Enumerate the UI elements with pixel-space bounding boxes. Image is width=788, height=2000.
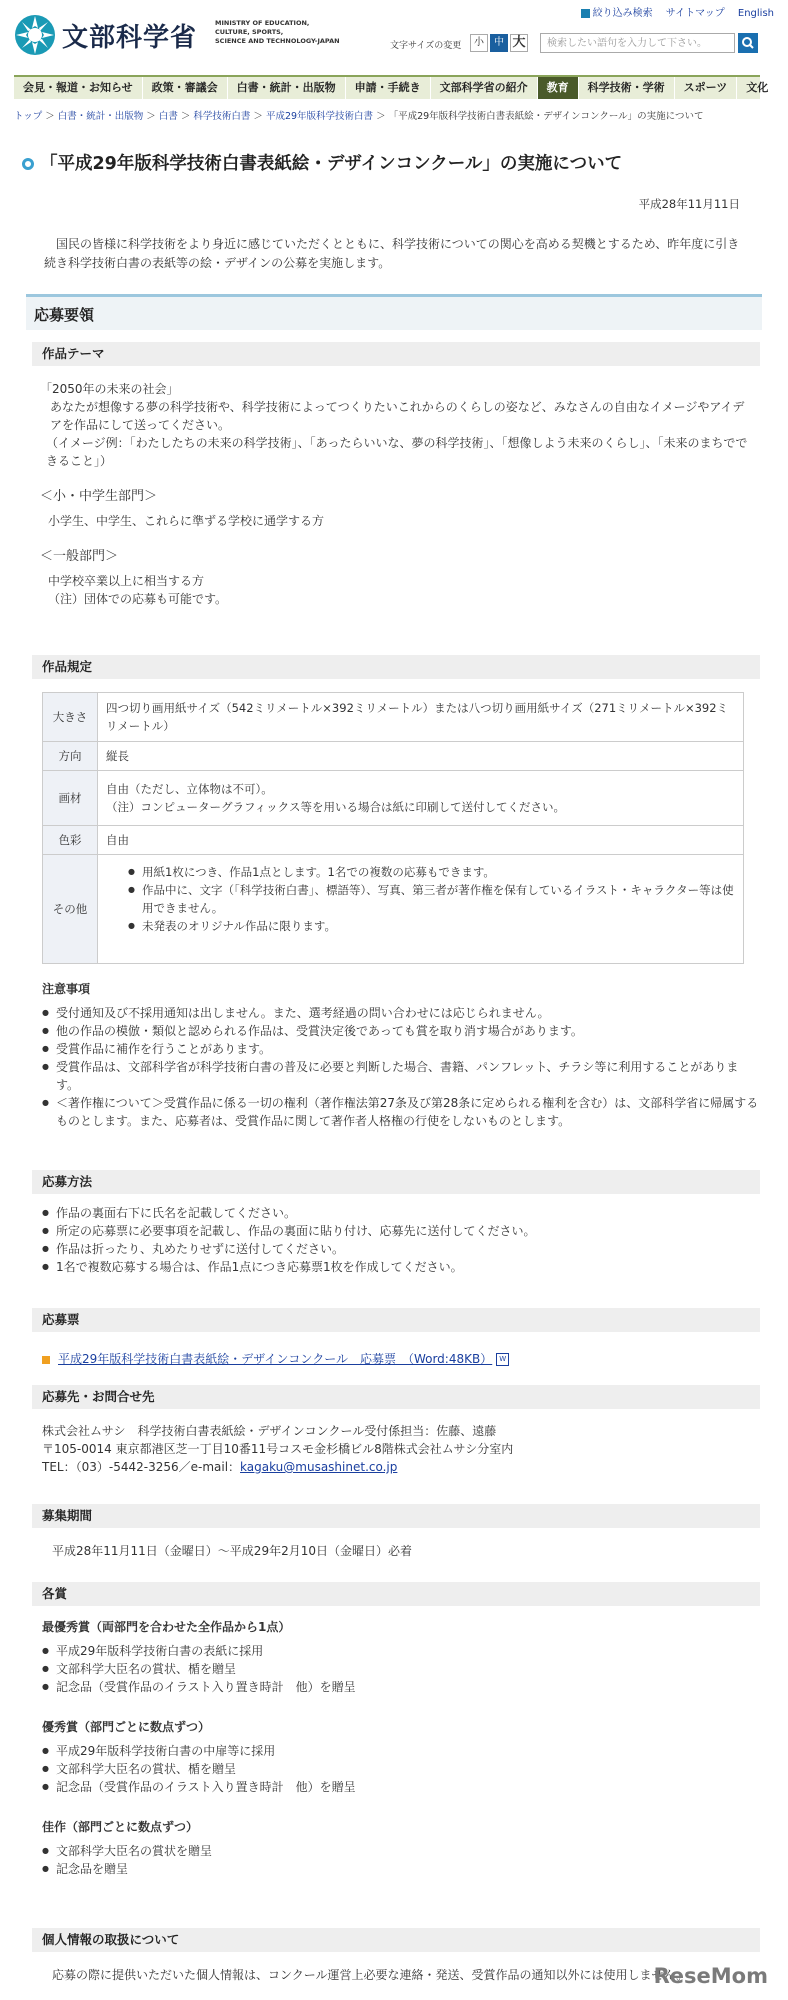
division-desc-general: 中学校卒業以上に相当する方 bbox=[48, 574, 205, 588]
spec-value: 四つ切り画用紙サイズ（542ミリメートル×392ミリメートル）または八つ切り画用紙サイズ（271ミリメートル×392ミリメートル） bbox=[98, 693, 744, 742]
list-item: ● 作品の裏面右下に氏名を記載してください。 bbox=[42, 1204, 760, 1222]
spec-value bbox=[98, 855, 744, 964]
period-text: 平成28年11月11日（金曜日）～平成29年2月10日（金曜日）必着 bbox=[52, 1544, 412, 1558]
awards-block bbox=[42, 1618, 760, 1878]
list-item: ● 文部科学大臣名の賞状、楯を贈呈 bbox=[42, 1760, 760, 1778]
breadcrumb: トップ ＞ 白書・統計・出版物 ＞ 白書 ＞ 科学技術白書 ＞ 平成29年版科学技術白書 ＞ 「平成29年版科学技術白書表紙絵・デザインコンクール」の実施について bbox=[14, 111, 704, 122]
table-row bbox=[43, 693, 744, 742]
nav-item-news[interactable]: 会見・報道・お知らせ bbox=[14, 77, 143, 99]
award-list-honorable bbox=[42, 1842, 760, 1878]
spec-value: 縦長 bbox=[98, 742, 744, 771]
award-title-excellent: 優秀賞（部門ごとに数点ずつ） bbox=[42, 1720, 211, 1734]
method-list bbox=[42, 1204, 760, 1276]
division-title-general: ＜一般部門＞ bbox=[40, 549, 119, 564]
list-item: ● 文部科学大臣名の賞状を贈呈 bbox=[42, 1842, 760, 1860]
list-item: ● 作品中に、文字（「科学技術白書」、標語等）、写真、第三者が著作権を保有しているイラスト・キャラクター等は使用できません。 bbox=[128, 881, 735, 917]
list-item: ● 受賞作品は、文部科学省が科学技術白書の普及に必要と判断した場合、書籍、パンフレット、チラシ等に利用することがあります。 bbox=[42, 1058, 760, 1094]
section-heading-theme: 作品テーマ bbox=[32, 342, 760, 366]
table-row bbox=[43, 855, 744, 964]
notes-heading: 注意事項 bbox=[42, 982, 91, 996]
font-size-label: 文字サイズの変更 bbox=[390, 41, 462, 51]
list-item: ● 平成29年版科学技術白書の表紙に採用 bbox=[42, 1642, 760, 1660]
breadcrumb-link[interactable]: 平成29年版科学技術白書 bbox=[265, 111, 374, 122]
font-size-large-button[interactable]: 大 bbox=[510, 34, 528, 52]
list-item: ● 受賞作品に補作を行うことがあります。 bbox=[42, 1040, 760, 1058]
publish-date: 平成28年11月11日 bbox=[638, 197, 740, 211]
list-item: ● 記念品（受賞作品のイラスト入り置き時計 他）を贈呈 bbox=[42, 1678, 760, 1696]
download-arrow-icon bbox=[42, 1356, 50, 1364]
method-block bbox=[42, 1204, 760, 1276]
list-item: ● 所定の応募票に必要事項を記載し、作品の裏面に貼り付け、応募先に送付してください。 bbox=[42, 1222, 760, 1240]
theme-block bbox=[40, 380, 752, 608]
utility-links bbox=[571, 4, 774, 19]
award-list-excellent bbox=[42, 1742, 760, 1796]
breadcrumb-link[interactable]: トップ bbox=[14, 111, 43, 122]
search-button[interactable] bbox=[738, 33, 758, 53]
list-item: ● 他の作品の模倣・類似と認められる作品は、受賞決定後であっても賞を取り消す場合があります。 bbox=[42, 1022, 760, 1040]
contact-block bbox=[42, 1422, 760, 1476]
nav-item-procedures[interactable]: 申請・手続き bbox=[346, 77, 431, 99]
spec-key: 画材 bbox=[43, 771, 98, 826]
list-item: ● 受付通知及び不採用通知は出しません。また、選考経過の問い合わせには応じられません。 bbox=[42, 1004, 760, 1022]
list-item: ● ＜著作権について＞受賞作品に係る一切の権利（著作権法第27条及び第28条に定められる権利を含む）は、文部科学省に帰属するものとします。また、応募者は、受賞作品に関して著作者人格権の行使をしないものとします。 bbox=[42, 1094, 760, 1130]
table-row bbox=[43, 771, 744, 826]
page-title: 「平成29年版科学技術白書表紙絵・デザインコンクール」の実施について bbox=[22, 150, 622, 175]
logo-text[interactable]: 文部科学省 bbox=[62, 23, 198, 53]
table-row bbox=[43, 826, 744, 855]
award-title-grand: 最優秀賞（両部門を合わせた全作品から1点） bbox=[42, 1620, 291, 1634]
contact-address: 〒105-0014 東京都港区芝一丁目10番11号コスモ金杉橋ビル8階株式会社ムサシ分室内 bbox=[42, 1442, 514, 1456]
list-item: ● 1名で複数応募する場合は、作品1点につき応募票1枚を作成してください。 bbox=[42, 1258, 760, 1276]
logo-english: MINISTRY OF EDUCATION, CULTURE, SPORTS, SCIENCE AND TECHNOLOGY-JAPAN bbox=[215, 19, 340, 45]
nav-item-education[interactable]: 教育 bbox=[538, 77, 579, 99]
section-heading-spec: 作品規定 bbox=[32, 655, 760, 679]
ministry-logo-icon[interactable] bbox=[14, 14, 56, 56]
section-heading-form: 応募票 bbox=[32, 1308, 760, 1332]
nav-item-whitepaper[interactable]: 白書・統計・出版物 bbox=[228, 77, 346, 99]
section-heading-contact: 応募先・お問合せ先 bbox=[32, 1385, 760, 1409]
nav-item-sports[interactable]: スポーツ bbox=[675, 77, 738, 99]
advanced-search-link[interactable]: 絞り込み検索 bbox=[581, 8, 653, 19]
spec-key: 方向 bbox=[43, 742, 98, 771]
notes-list bbox=[42, 1004, 760, 1130]
award-list-grand bbox=[42, 1642, 760, 1696]
section-heading-privacy: 個人情報の取扱について bbox=[32, 1928, 760, 1952]
contact-email-link[interactable]: kagaku@musashinet.co.jp bbox=[240, 1460, 398, 1474]
global-nav bbox=[14, 75, 769, 99]
spec-key: 色彩 bbox=[43, 826, 98, 855]
theme-name: 「2050年の未来の社会」 bbox=[40, 382, 179, 396]
breadcrumb-link[interactable]: 科学技術白書 bbox=[193, 111, 251, 122]
division-note-general: （注）団体での応募も可能です。 bbox=[48, 592, 228, 606]
form-download bbox=[42, 1350, 760, 1368]
spec-other-list bbox=[128, 863, 735, 935]
contact-tel: TEL：（03）-5442-3256／e-mail：kagaku@musashinet.co.jp bbox=[42, 1460, 398, 1474]
list-item: ● 記念品を贈呈 bbox=[42, 1860, 760, 1878]
nav-item-policy[interactable]: 政策・審議会 bbox=[143, 77, 228, 99]
nav-item-culture[interactable]: 文化 bbox=[746, 81, 769, 94]
breadcrumb-link[interactable]: 白書 bbox=[158, 111, 178, 122]
table-row bbox=[43, 742, 744, 771]
list-item: ● 作品は折ったり、丸めたりせずに送付してください。 bbox=[42, 1240, 760, 1258]
breadcrumb-link[interactable]: 白書・統計・出版物 bbox=[57, 111, 144, 122]
spec-value: 自由（ただし、立体物は不可）。 （注）コンピューターグラフィックス等を用いる場合は紙に印刷して送付してください。 bbox=[98, 771, 744, 826]
spec-table bbox=[42, 692, 744, 964]
section-heading-method: 応募方法 bbox=[32, 1170, 760, 1194]
list-item: ● 用紙1枚につき、作品1点とします。1名での複数の応募もできます。 bbox=[128, 863, 735, 881]
site-header bbox=[0, 0, 788, 70]
theme-example: （イメージ例：「わたしたちの未来の科学技術」、「あったらいいな、夢の科学技術」、「想像しよう未来のくらし」、「未来のまちでできること」） bbox=[46, 436, 748, 468]
font-size-medium-button[interactable]: 中 bbox=[490, 34, 508, 52]
list-item: ● 文部科学大臣名の賞状、楯を贈呈 bbox=[42, 1660, 760, 1678]
site-watermark: ReseMom bbox=[653, 1964, 768, 1988]
list-item: ● 平成29年版科学技術白書の中扉等に採用 bbox=[42, 1742, 760, 1760]
word-file-icon: W bbox=[496, 1353, 509, 1366]
list-item: ● 記念品（受賞作品のイラスト入り置き時計 他）を贈呈 bbox=[42, 1778, 760, 1796]
search-input[interactable]: 検索したい語句を入力して下さい。 bbox=[540, 33, 735, 53]
theme-desc: あなたが想像する夢の科学技術や、科学技術によってつくりたいこれからのくらしの姿など、みなさんの自由なイメージやアイデアを作品にして送ってください。 bbox=[50, 400, 745, 432]
font-size-small-button[interactable]: 小 bbox=[470, 34, 488, 52]
magnifier-icon bbox=[738, 33, 758, 53]
spec-key: その他 bbox=[43, 855, 98, 964]
nav-item-science[interactable]: 科学技術・学術 bbox=[579, 77, 675, 99]
section-heading-awards: 各賞 bbox=[32, 1582, 760, 1606]
contact-company: 株式会社ムサシ 科学技術白書表紙絵・デザインコンクール受付係担当：佐藤、遠藤 bbox=[42, 1424, 497, 1438]
section-heading-period: 募集期間 bbox=[32, 1504, 760, 1528]
breadcrumb-current: 「平成29年版科学技術白書表紙絵・デザインコンクール」の実施について bbox=[388, 111, 704, 122]
search-icon bbox=[581, 9, 590, 18]
english-link[interactable]: English bbox=[737, 8, 774, 19]
award-title-honorable: 佳作（部門ごとに数点ずつ） bbox=[42, 1820, 199, 1834]
spec-value: 自由 bbox=[98, 826, 744, 855]
title-bullet-icon bbox=[22, 158, 34, 170]
sitemap-link[interactable]: サイトマップ bbox=[665, 8, 725, 19]
division-title-students: ＜小・中学生部門＞ bbox=[40, 489, 158, 504]
section-heading-guidelines: 応募要領 bbox=[26, 294, 762, 330]
division-desc-students: 小学生、中学生、これらに準ずる学校に通学する方 bbox=[48, 514, 325, 528]
lead-paragraph: 国民の皆様に科学技術をより身近に感じていただくとともに、科学技術についての関心を高める契機とするため、昨年度に引き続き科学技術白書の表紙等の絵・デザインの公募を実施します。 bbox=[44, 237, 740, 270]
notes-block bbox=[42, 980, 760, 1130]
spec-key: 大きさ bbox=[43, 693, 98, 742]
entry-form-download-link[interactable]: 平成29年版科学技術白書表紙絵・デザインコンクール 応募票 （Word:48KB） bbox=[58, 1352, 493, 1366]
nav-item-about[interactable]: 文部科学省の紹介 bbox=[431, 77, 538, 99]
list-item: ● 未発表のオリジナル作品に限ります。 bbox=[128, 917, 735, 935]
privacy-text: 応募の際に提供いただいた個人情報は、コンクール運営上必要な連絡・発送、受賞作品の通知以外には使用しません。 bbox=[52, 1968, 689, 1982]
